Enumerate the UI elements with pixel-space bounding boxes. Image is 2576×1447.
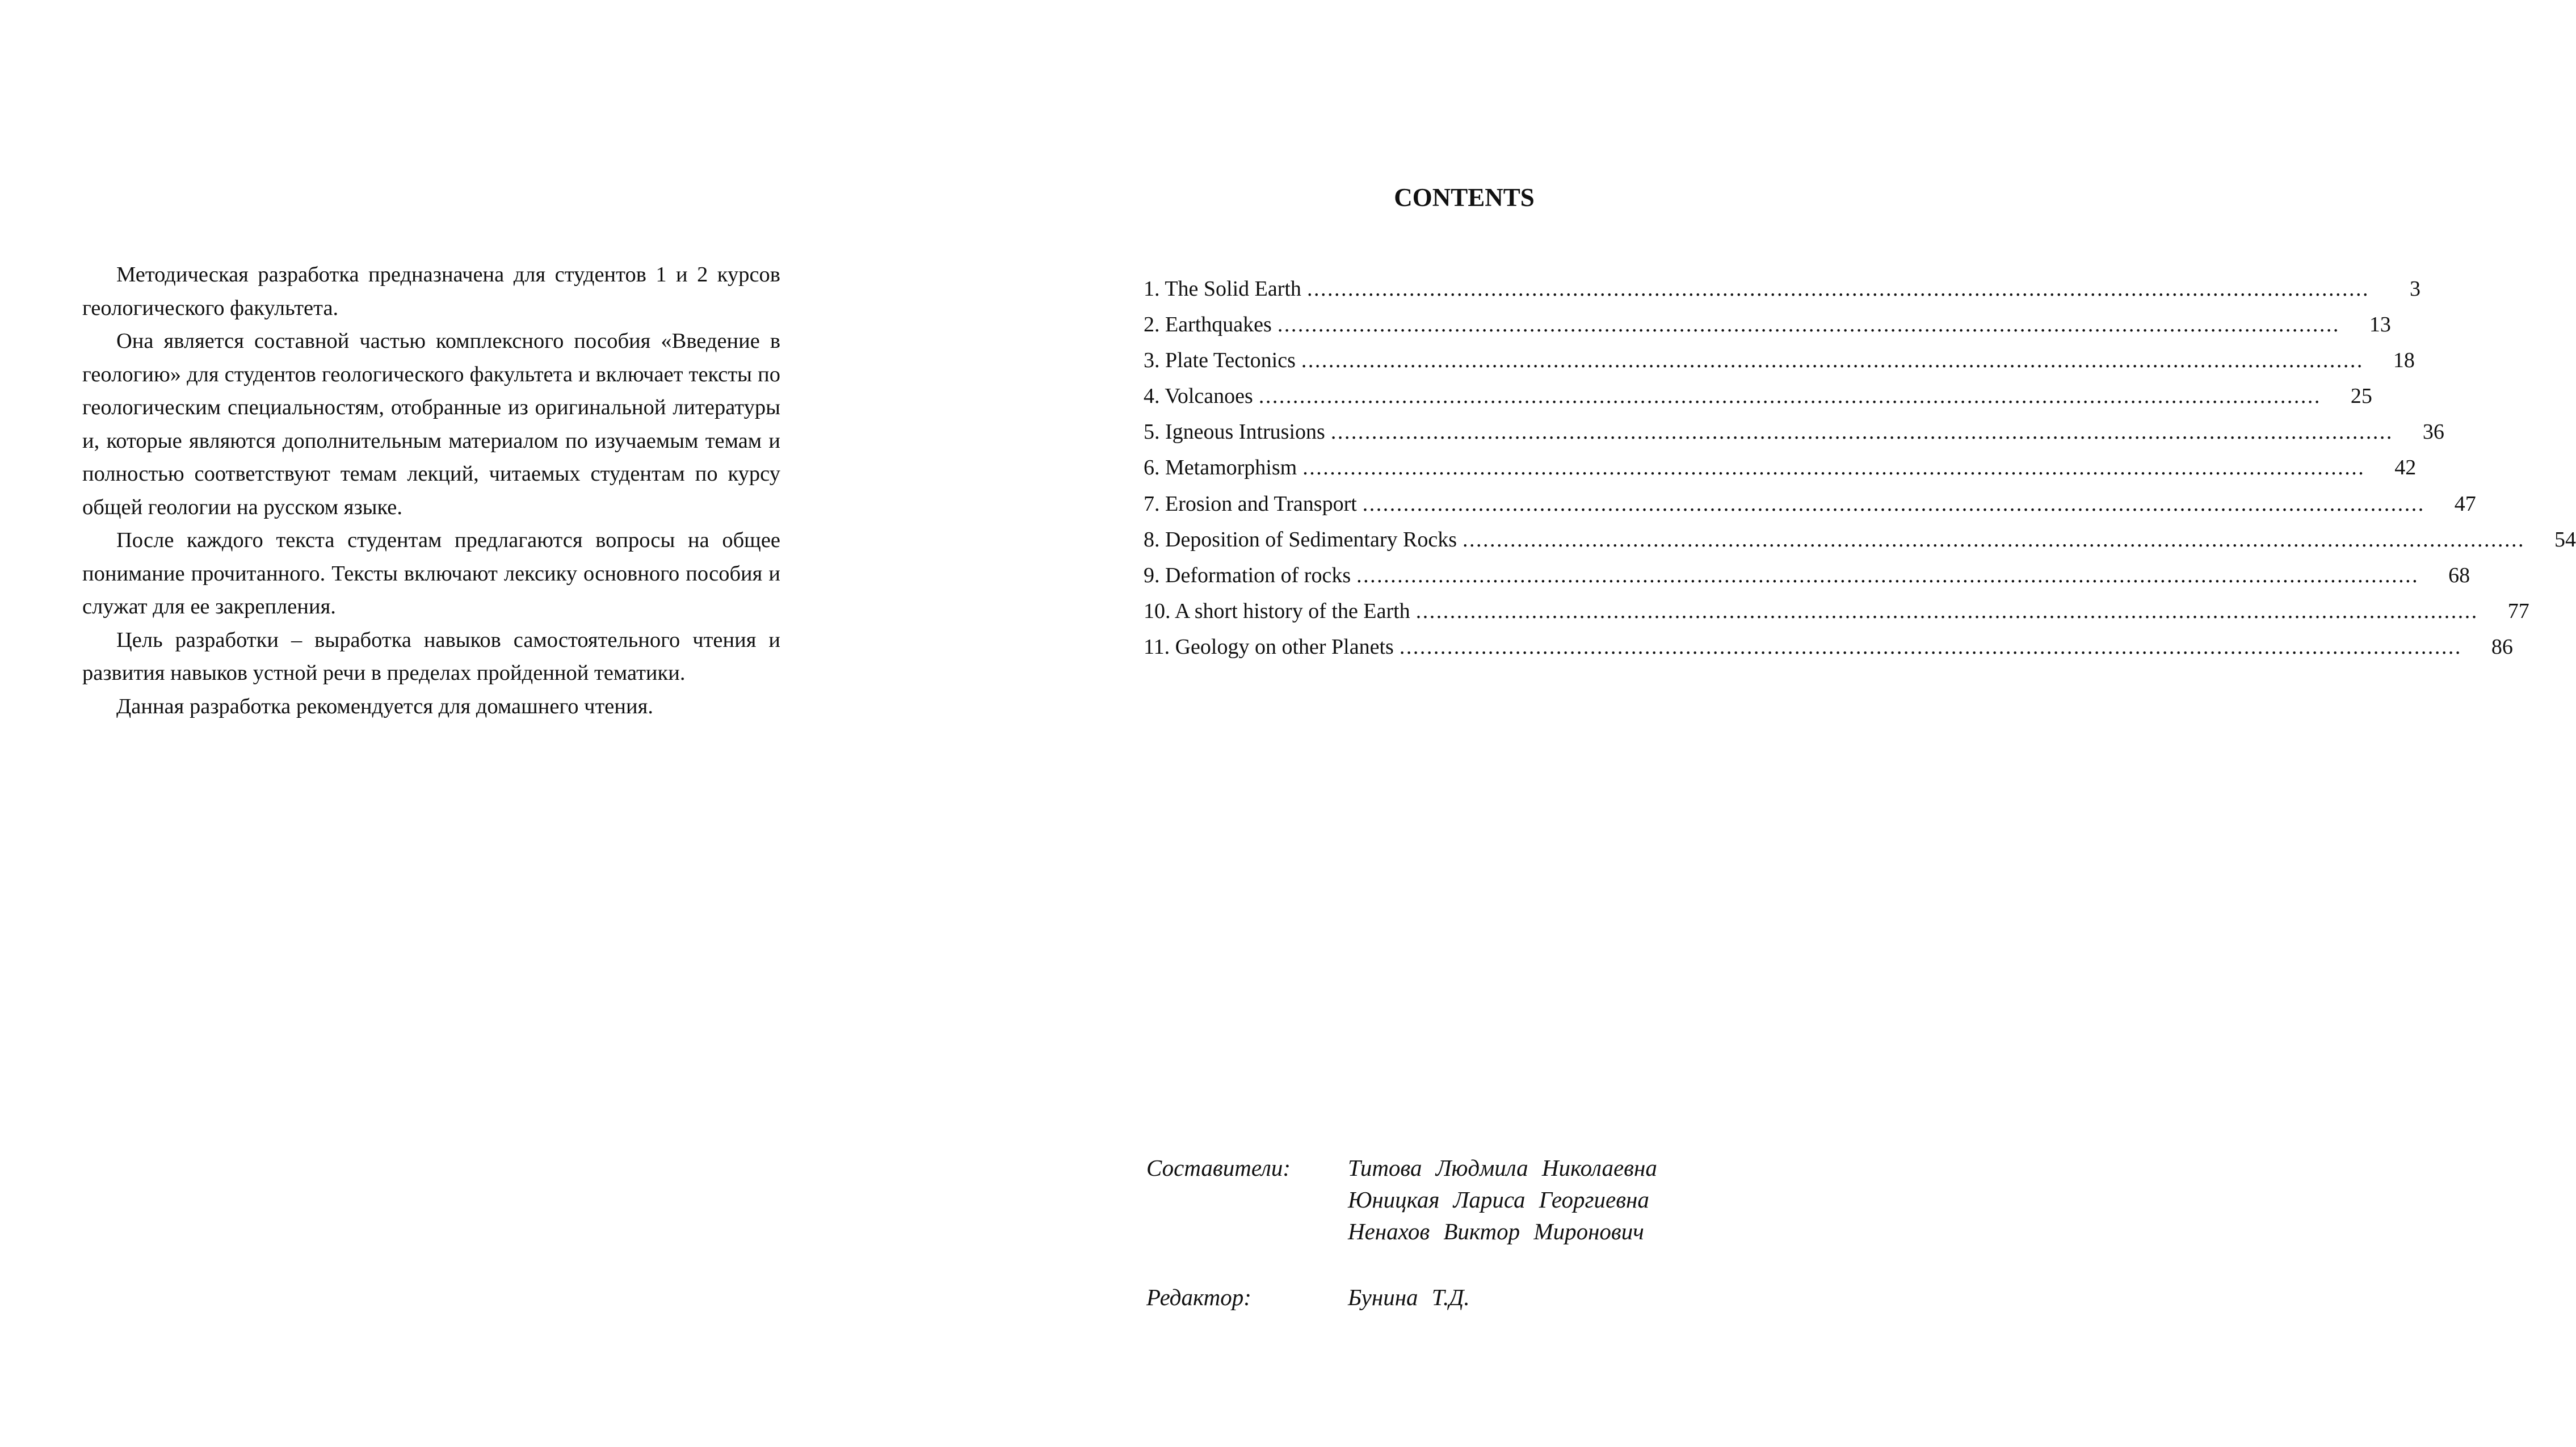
toc-entry-title: 5. Igneous Intrusions: [1144, 420, 1325, 444]
toc-entry-title: 2. Earthquakes: [1144, 313, 1272, 337]
toc-entry-11[interactable]: [1144, 629, 2513, 665]
annotation-paragraph-2: Она является составной частью комплексного пособия «Введение в геологию» для студентов геологического факультета и включает тексты по геологическим специальностям, отобранные из оригинальной литературы и, которые являются дополнительным материалом по изучаемым темам и полностью соответствуют темам лекций, читаемых студентам по курсу общей геологии на русском языке.: [82, 329, 780, 519]
dot-leader: ............................................................................................................................................................: [1399, 634, 2462, 659]
dot-leader: ............................................................................................................................................................: [1362, 491, 2425, 516]
toc-entry-page: 18: [2393, 348, 2415, 373]
dot-leader: ............................................................................................................................................................: [1277, 313, 2340, 337]
annotation-text: [82, 258, 780, 723]
dot-leader: ............................................................................................................................................................: [1258, 384, 2321, 409]
toc-entry-8[interactable]: [1144, 522, 2576, 558]
toc-entry-title: 6. Metamorphism: [1144, 456, 1297, 480]
toc-entry-7[interactable]: [1144, 486, 2476, 522]
credits: [1146, 1152, 1657, 1313]
toc-entry-title: 1. The Solid Earth: [1144, 277, 1301, 301]
toc-entry-page: 86: [2491, 634, 2513, 659]
dot-leader: ............................................................................................................................................................: [1306, 277, 2369, 301]
compilers-label: Составители:: [1146, 1155, 1291, 1181]
annotation-paragraph-3: После каждого текста студентам предлагаются вопросы на общее понимание прочитанного. Тексты включают лексику основного пособия и служат для ее закрепления.: [82, 528, 780, 619]
toc-entry-6[interactable]: [1144, 450, 2417, 486]
toc-entry-page: 3: [2409, 277, 2420, 301]
contents-heading: CONTENTS: [1394, 183, 1535, 212]
toc-entry-title: 9. Deformation of rocks: [1144, 563, 1351, 587]
toc-entry-2[interactable]: [1144, 307, 2391, 343]
compiler-name: Юницкая Лариса Георгиевна: [1348, 1187, 1649, 1213]
toc-entry-page: 13: [2369, 313, 2391, 337]
compiler-name: Ненахов Виктор Миронович: [1348, 1218, 1644, 1244]
toc-entry-page: 25: [2350, 384, 2372, 409]
toc-entry-page: 77: [2507, 599, 2529, 623]
editor-name: Бунина Т.Д.: [1348, 1284, 1470, 1310]
toc-entry-page: 42: [2394, 456, 2417, 480]
dot-leader: ............................................................................................................................................................: [1330, 420, 2393, 444]
toc-entry-title: 7. Erosion and Transport: [1144, 491, 1357, 516]
editor-block: [1146, 1281, 1657, 1313]
compiler-name: Титова Людмила Николаевна: [1348, 1155, 1657, 1181]
toc-entry-title: 3. Plate Tectonics: [1144, 348, 1296, 373]
toc-entry-page: 47: [2454, 491, 2476, 516]
editor-label: Редактор:: [1146, 1284, 1251, 1310]
dot-leader: ............................................................................................................................................................: [1356, 563, 2419, 587]
toc-entry-title: 8. Deposition of Sedimentary Rocks: [1144, 527, 1457, 552]
dot-leader: ............................................................................................................................................................: [1302, 456, 2365, 480]
toc-entry-title: 10. A short history of the Earth: [1144, 599, 1410, 623]
toc-entry-5[interactable]: [1144, 414, 2444, 450]
toc-entry-title: 11. Geology on other Planets: [1144, 634, 1394, 659]
toc-entry-title: 4. Volcanoes: [1144, 384, 1253, 409]
toc-entry-page: 54: [2554, 527, 2576, 552]
toc-entry-page: 68: [2448, 563, 2470, 587]
annotation-paragraph-4: Цель разработки – выработка навыков самостоятельного чтения и развития навыков устной речи в пределах пройденной тематики.: [82, 628, 780, 685]
toc-entry-3[interactable]: [1144, 343, 2415, 378]
dot-leader: ............................................................................................................................................................: [1415, 599, 2478, 623]
dot-leader: ............................................................................................................................................................: [1301, 348, 2364, 373]
toc-entry-4[interactable]: [1144, 378, 2372, 414]
annotation-paragraph-5: Данная разработка рекомендуется для домашнего чтения.: [116, 694, 653, 718]
annotation-paragraph-1: Методическая разработка предназначена для студентов 1 и 2 курсов геологического факультета.: [82, 263, 780, 320]
compilers-list: [1348, 1152, 1657, 1247]
dot-leader: ............................................................................................................................................................: [1462, 527, 2525, 552]
toc-entry-1[interactable]: [1144, 271, 2420, 307]
toc-entry-10[interactable]: [1144, 594, 2529, 629]
toc-entry-page: 36: [2422, 420, 2444, 444]
toc-entry-9[interactable]: [1144, 558, 2470, 594]
table-of-contents: [1144, 271, 2576, 665]
compilers-block: [1146, 1152, 1657, 1247]
